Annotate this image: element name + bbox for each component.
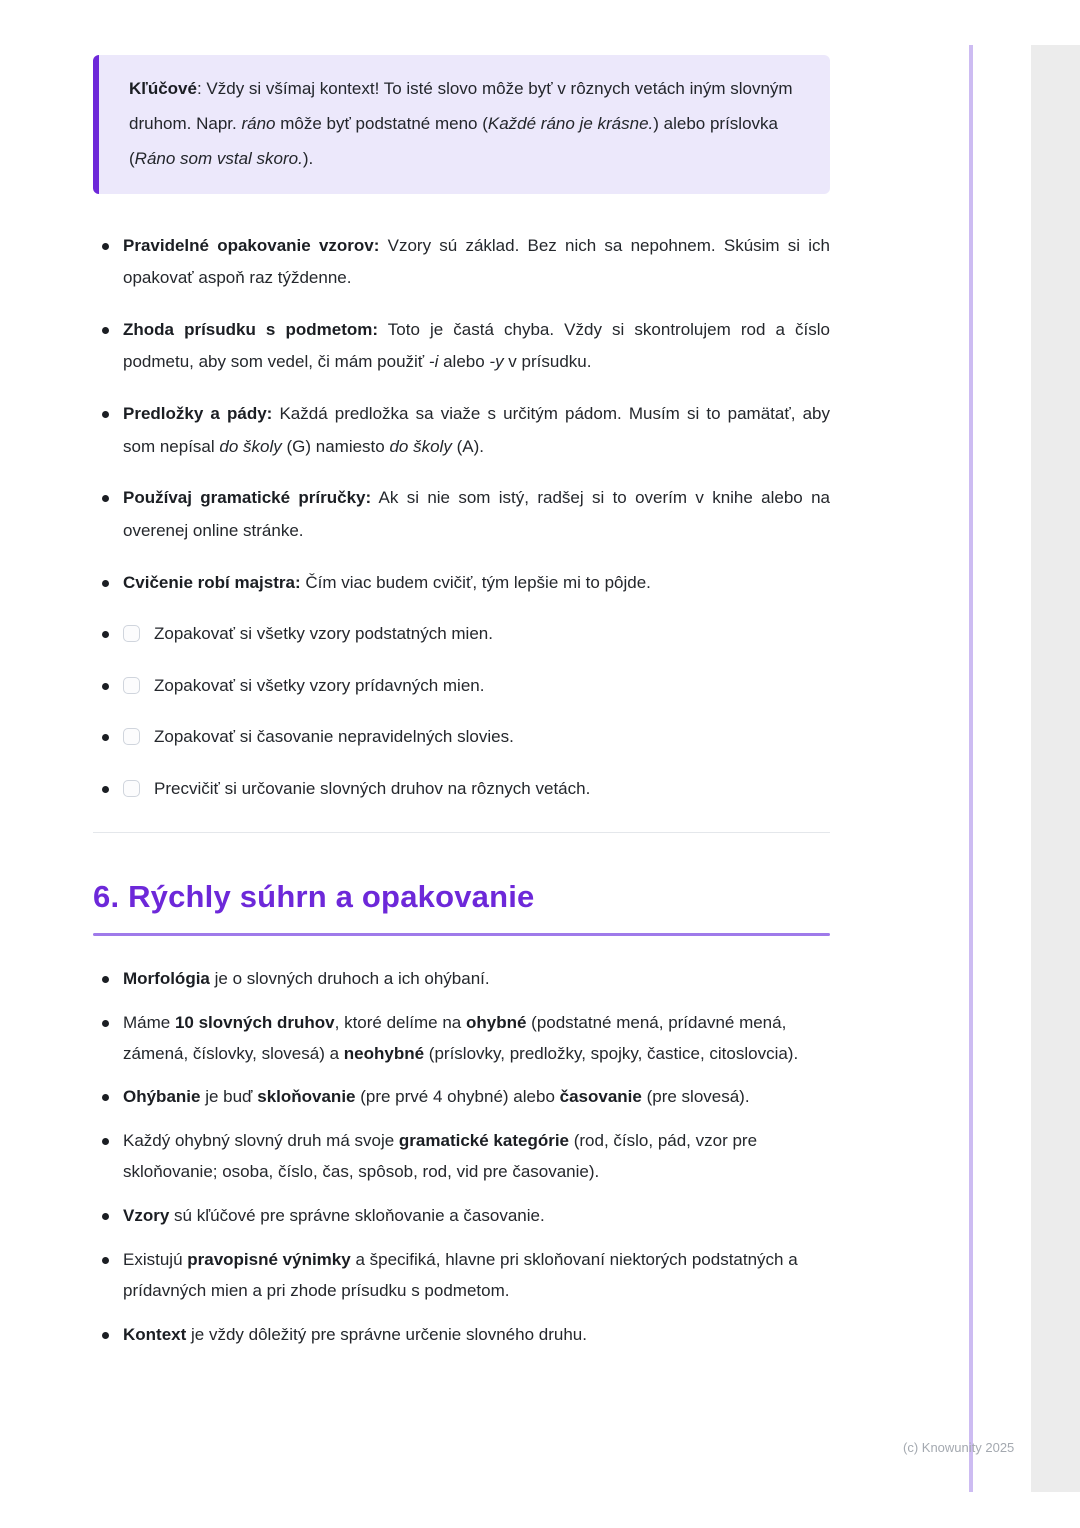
checkbox[interactable] bbox=[123, 780, 140, 797]
callout-text: Kľúčové: Vždy si všímaj kontext! To isté slovo môže byť v rôznych vetách iným slovným druhom. Napr. ráno môže byť podstatné meno (Každé ráno je krásne.) alebo príslovka (Ráno som vstal skoro.). bbox=[129, 79, 793, 168]
checklist-item bbox=[93, 618, 830, 651]
list-item: Predložky a pády: Každá predložka sa viaže s určitým pádom. Musím si to pamätať, aby som nepísal do školy (G) namiesto do školy (A). bbox=[93, 398, 830, 463]
list-item: Cvičenie robí majstra: Čím viac budem cvičiť, tým lepšie mi to pôjde. bbox=[93, 567, 830, 600]
checklist-label: Zopakovať si všetky vzory podstatných mien. bbox=[154, 624, 493, 644]
right-margin-strip bbox=[1031, 45, 1080, 1492]
checklist-item bbox=[93, 670, 830, 703]
section-divider bbox=[93, 832, 830, 833]
list-item: Používaj gramatické príručky: Ak si nie som istý, radšej si to overím v knihe alebo na overenej online stránke. bbox=[93, 482, 830, 547]
checklist-item bbox=[93, 773, 830, 806]
checklist-label: Zopakovať si časovanie nepravidelných slovies. bbox=[154, 727, 514, 747]
page-content bbox=[93, 55, 830, 1364]
checklist bbox=[93, 618, 830, 806]
checkbox[interactable] bbox=[123, 625, 140, 642]
list-item: Ohýbanie je buď skloňovanie (pre prvé 4 ohybné) alebo časovanie (pre slovesá). bbox=[93, 1082, 830, 1113]
page-edge-accent-line bbox=[969, 45, 973, 1492]
section-heading: 6. Rýchly súhrn a opakovanie bbox=[93, 878, 535, 914]
list-item: Existujú pravopisné výnimky a špecifiká, hlavne pri skloňovaní niektorých podstatných a prídavných mien a pri zhode prísudku s podmetom. bbox=[93, 1245, 830, 1307]
list-item: Zhoda prísudku s podmetom: Toto je častá chyba. Vždy si skontrolujem rod a číslo podmetu, aby som vedel, či mám použiť -i alebo -y v prísudku. bbox=[93, 314, 830, 379]
checklist-label: Precvičiť si určovanie slovných druhov na rôznych vetách. bbox=[154, 779, 591, 799]
list-item: Každý ohybný slovný druh má svoje gramatické kategórie (rod, číslo, pád, vzor pre skloňovanie; osoba, číslo, čas, spôsob, rod, vid pre časovanie). bbox=[93, 1126, 830, 1188]
list-item: Pravidelné opakovanie vzorov: Vzory sú základ. Bez nich sa nepohnem. Skúsim si ich opakovať aspoň raz týždenne. bbox=[93, 230, 830, 295]
checkbox[interactable] bbox=[123, 677, 140, 694]
heading-rule bbox=[93, 933, 830, 936]
list-item: Máme 10 slovných druhov, ktoré delíme na ohybné (podstatné mená, prídavné mená, zámená, číslovky, slovesá) a neohybné (príslovky, predložky, spojky, častice, citoslovcia). bbox=[93, 1008, 830, 1070]
tips-list bbox=[93, 230, 830, 600]
list-item: Morfológia je o slovných druhoch a ich ohýbaní. bbox=[93, 964, 830, 995]
list-item: Kontext je vždy dôležitý pre správne určenie slovného druhu. bbox=[93, 1320, 830, 1351]
checkbox[interactable] bbox=[123, 728, 140, 745]
list-item: Vzory sú kľúčové pre správne skloňovanie a časovanie. bbox=[93, 1201, 830, 1232]
checklist-item bbox=[93, 721, 830, 754]
summary-list bbox=[93, 964, 830, 1351]
copyright-note: (c) Knowunity 2025 bbox=[903, 1440, 1015, 1455]
checklist-label: Zopakovať si všetky vzory prídavných mien. bbox=[154, 675, 485, 695]
callout-box bbox=[93, 55, 830, 194]
